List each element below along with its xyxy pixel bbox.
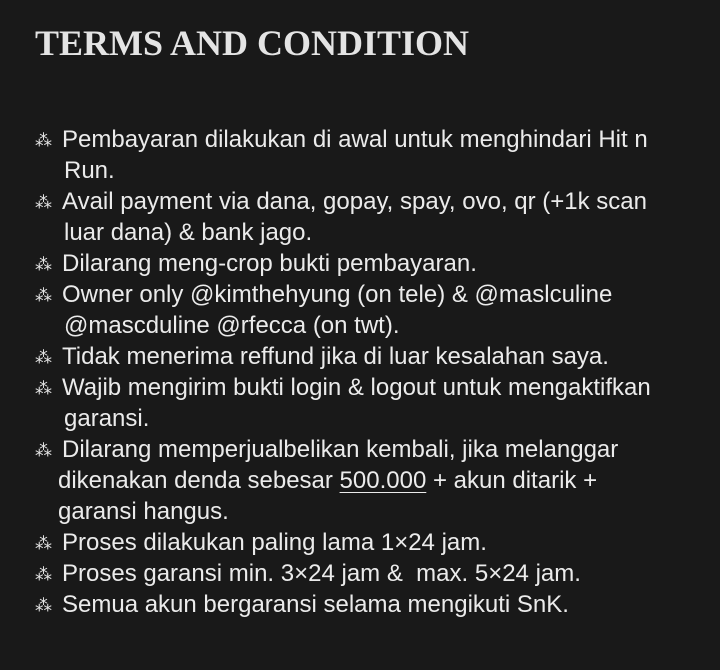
list-item	[35, 372, 705, 434]
item-line: luar dana) & bank jago.	[64, 219, 313, 246]
item-text: Wajib mengirim bukti login & logout untuk mengaktifkan	[62, 374, 651, 401]
asterism-icon: ⁂	[35, 534, 52, 554]
asterism-icon: ⁂	[35, 286, 52, 306]
item-line	[35, 465, 705, 496]
fine-amount: 500.000	[339, 467, 427, 494]
list-item	[35, 279, 705, 341]
list-item	[35, 434, 705, 527]
asterism-icon: ⁂	[35, 441, 52, 461]
item-text: Dilarang memperjualbelikan kembali, jika melanggar	[62, 436, 619, 463]
item-line	[35, 248, 705, 279]
asterism-icon: ⁂	[35, 565, 52, 585]
list-item	[35, 341, 705, 372]
item-line	[35, 124, 705, 155]
list-item	[35, 589, 705, 620]
item-text: + akun ditarik +	[426, 467, 598, 494]
item-line	[35, 341, 705, 372]
item-text: Pembayaran dilakukan di awal untuk menghindari Hit n	[62, 126, 648, 153]
asterism-icon: ⁂	[35, 348, 52, 368]
item-text: Owner only @kimthehyung (on tele) & @maslculine	[62, 281, 613, 308]
page-title: TERMS AND CONDITION	[35, 23, 470, 63]
list-item	[35, 124, 705, 186]
asterism-icon: ⁂	[35, 131, 52, 151]
item-line	[35, 279, 705, 310]
item-line: @mascduline @rfecca (on twt).	[64, 312, 400, 339]
item-line: Run.	[64, 157, 115, 184]
item-text: Proses dilakukan paling lama 1×24 jam.	[62, 529, 487, 556]
item-text: Dilarang meng-crop bukti pembayaran.	[62, 250, 477, 277]
asterism-icon: ⁂	[35, 596, 52, 616]
item-text: Tidak menerima reffund jika di luar kesalahan saya.	[62, 343, 609, 370]
asterism-icon: ⁂	[35, 193, 52, 213]
asterism-icon: ⁂	[35, 255, 52, 275]
item-line: garansi.	[64, 405, 150, 432]
item-text: Proses garansi min. 3×24 jam & max. 5×24 jam.	[62, 560, 581, 587]
item-text: Semua akun bergaransi selama mengikuti SnK.	[62, 591, 569, 618]
item-line	[35, 434, 705, 465]
item-text: Avail payment via dana, gopay, spay, ovo, qr (+1k scan	[62, 188, 647, 215]
item-line	[35, 558, 705, 589]
item-line	[35, 372, 705, 403]
item-line	[35, 589, 705, 620]
list-item	[35, 527, 705, 558]
item-line: garansi hangus.	[58, 498, 229, 525]
list-item	[35, 186, 705, 248]
terms-list	[35, 124, 705, 620]
item-line	[35, 186, 705, 217]
list-item	[35, 248, 705, 279]
asterism-icon: ⁂	[35, 379, 52, 399]
item-text: dikenakan denda sebesar	[58, 467, 340, 494]
item-line	[35, 527, 705, 558]
list-item	[35, 558, 705, 589]
